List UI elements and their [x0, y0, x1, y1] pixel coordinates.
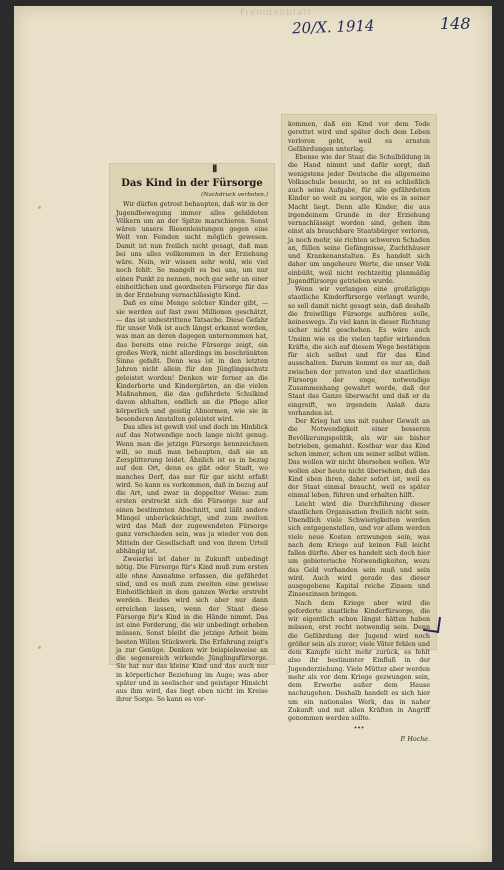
handwritten-page-number: 148 [440, 14, 471, 33]
separator: ••• [353, 725, 365, 733]
paragraph: kommen, daß ein Kind vor dem Tode gerettet wird und später doch dem Leben verloren geht, weil es ernsten Gefährdungen unterlag. [288, 121, 430, 153]
paragraph: Wir dürfen getrost behaupten, daß wir in der Jugendbewegung immer alles gebildeten Völkern um an der Spitze marschieren. Sonst wären unsere Riesenleistungen gegen eine Welt von Feinden nicht möglich gewesen. Damit ist nun freilich nicht gesagt, daß man bei uns alles vollkommen in der Erziehung wäre. Nein, wir wissen sehr wohl, wie viel noch fehlt. So mangelt es bei uns, um nur einen Punkt zu nennen, noch gar sehr an einer einheitlichen und geordneten Fürsorge für das in der Erziehung vernachlässigte Kind. [116, 201, 268, 299]
pen-check-mark-icon [423, 615, 441, 633]
paragraph: Zweierlei ist daher in Zukunft unbedingt nötig. Die Fürsorge für's Kind muß zum ersten alle ohne Ausnahme erfassen, die gefährdet sind, und es muß zum zweiten eine gewisse Einheitlichkeit in dem ganzen Werke erstrebt werden. Beides wird sich aber nur dann erreichen lassen, wenn der Staat diese Fürsorge für's Kind in die Hände nimmt. Das ist eine Forderung, die wir unbedingt erheben müssen. Sonst bleibt die jetzige Arbeit beim besten Willen Stückwerk. Die Erfahrung zeigt's ja zur Genüge. Denken wir beispielsweise an die segensreich wirkende Jünglingsfürsorge. Sie hat nur das kleine Kind und das auch nur in körperlicher Beziehung im Auge; was aber später und in seelischer und geistiger Hinsicht aus ihm wird, das liegt eben nicht im Kreise ihrer Sorge. So kann es vor- [116, 556, 268, 704]
clipping-right-column [282, 115, 436, 743]
punch-hole [38, 206, 41, 209]
article-title: Das Kind in der Fürsorge [121, 178, 263, 189]
paragraph: Leicht wird die Durchführung dieser staatlichen Organisation freilich nicht sein. Unendlich viele Schwierigkeiten werden sich entgegenstellen, und vor allem werden viele neue Kosten erzwungen sein, was nach dem Kriege auf keinen Fall leicht fallen dürfte. Aber es handelt sich doch hier um gebieterische Notwendigkeiten, wozu das Geld vorhanden sein muß und sein wird. Auch wird gerade das dieser ausgegebene Kapital reiche Zinsen und Zinseszinsen bringen. [288, 500, 430, 599]
paragraph: Das alles ist gewiß viel und doch im Hinblick auf das Notwendige noch lange nicht genug. Wenn man die jetzige Fürsorge kennzeichnen will, so muß man behaupten, daß sie an Zersplitterung leidet. Ähnlich ist es in bezug auf den Ort, denn es gibt oder Stadt, wo manches Dorf, das nur für gar nicht erfaßt wird. So kann es vorkommen, daß in bezug auf die Art, und zwar in doppelter Weise: zum ersten erstreckt sich die Fürsorge nur auf einen bestimmten Abschnitt, und läßt andere Mängel unberücksichtigt, und zum zweiten wird das Maß der zugewendeten Fürsorge ganz verschieden sein, was ja wieder von den Mitteln der Gesellschaft und von ihrem Urteil abhängig ist. [116, 424, 268, 555]
clipping-pin-icon: ▮ [212, 163, 218, 174]
newspaper-stamp: Fremdenblatt [240, 8, 313, 18]
paragraph: Wenn wir verlangen eine großzügige staatliche Kinderfürsorge verlangt wurde, so soll damit nicht gesagt sein, daß deshalb die freiwillige Fürsorge aufhören solle, keineswegs. Zu viel kann in dieser Richtung sicher nicht geschehen. Es wäre auch Unsinn wie es die vielen tapfer wirkenden Kräfte, die sich auf diesem Wege bestätigen für sich selbst und für das Kind ausschalten. Darum kommt es nur an, daß zwischen der privaten und der staatlichen Fürsorge der enge, notwendige Zusammenhang gewahrt werde, daß der Staat das Ganze überwacht und daß er da eingreift, wo irgendein Anlaß dazu vorhanden ist. [288, 286, 430, 417]
handwritten-date: 20/X. 1914 [291, 16, 375, 38]
author-signature: P. Hoche. [400, 735, 430, 743]
paragraph: Nach dem Kriege aber wird die geforderte staatliche Kinderfürsorge, die wir eigentlich schon längst hätten haben müssen, erst recht notwendig sein. Denn die Gefährdung der Jugend wird noch größer sein als zuvor; viele Väter fehlen und dem Kampfe nicht mehr zurück, es fehlt also ihr bestimmter Einfluß in der Jugenderziehung. Viele Mütter aber werden mehr als vor dem Kriege gezwungen sein, dem Erwerbe außer dem Hause nachzugehen. Deshalb handelt es sich hier um ein nationales Werk, das in naher Zukunft und mit allen Kräften in Angriff genommen werden sollte. [288, 599, 430, 722]
clipping-left-column [110, 164, 274, 704]
reprint-note: (Nachdruck verboten.) [201, 192, 268, 198]
paragraph: Der Krieg hat uns mit rauher Gewalt an die Notwendigkeit einer besseren Bevölkerungspolitik, als wir sie bisher betrieben, gemahnt. Kostbar war das Kind schon immer, schon um seiner selbst willen. Das wollen wir nicht übersehen wollen. Wir wollen aber heute nicht übersehen, daß das Kind eben ihren, daher sofort ist, weil es der Staat einmal braucht, weil es später einmal leben, führen und erhalten hilft. [288, 418, 430, 500]
paragraph: Daß es eine Menge solcher Kinder gibt, — sie werden auf fast zwei Millionen geschätzt, — das ist unbestrittene Tatsache. Diese Gefahr für unser Volk ist auch längst erkannt worden, was man an deren dagegen unternommen hat, das bereits eine reiche Fürsorge zeigt, ein großes Werk, nicht allerdings im beschränkten Sinne gefaßt. Denn was ist in den letzten Jahren nicht allein für den Jünglingsschutz geleistet worden! Denken wir ferner an die Kinderhorte und Kindergärten, an die vielen Maßnahmen, die das gefährdete Schulkind davon abhalten, endlich an die Pflege aller körperlich und geistig Abnormen, wie sie in besonderen Anstalten geleistet wird. [116, 300, 268, 423]
punch-hole [38, 646, 41, 649]
paragraph: Ebenso wie der Staat die Schulbildung in die Hand nimmt und dafür sorgt, daß wenigstens jeder Deutsche die allgemeine Volksschule besucht, so ist es schließlich auch seine Aufgabe, für alle gefährdeten Kinder so weit zu sorgen, wie es in seiner Macht liegt. Denn alle Kinder, die aus irgendeinem Grunde in der Erziehung vernachlässigt worden sind, gehen ihm einst als brauchbare Staatsbürger verloren, ja noch mehr, sie richten schweren Schaden an, füllen seine Gefängnisse, Zuchthäuser und Krankenanstalten. Es handelt sich daher um ungeheure Werte, die unser Volk einbüßt, weil nicht rechtzeitig planmäßig Jugendfürsorge getrieben wurde. [288, 154, 430, 285]
